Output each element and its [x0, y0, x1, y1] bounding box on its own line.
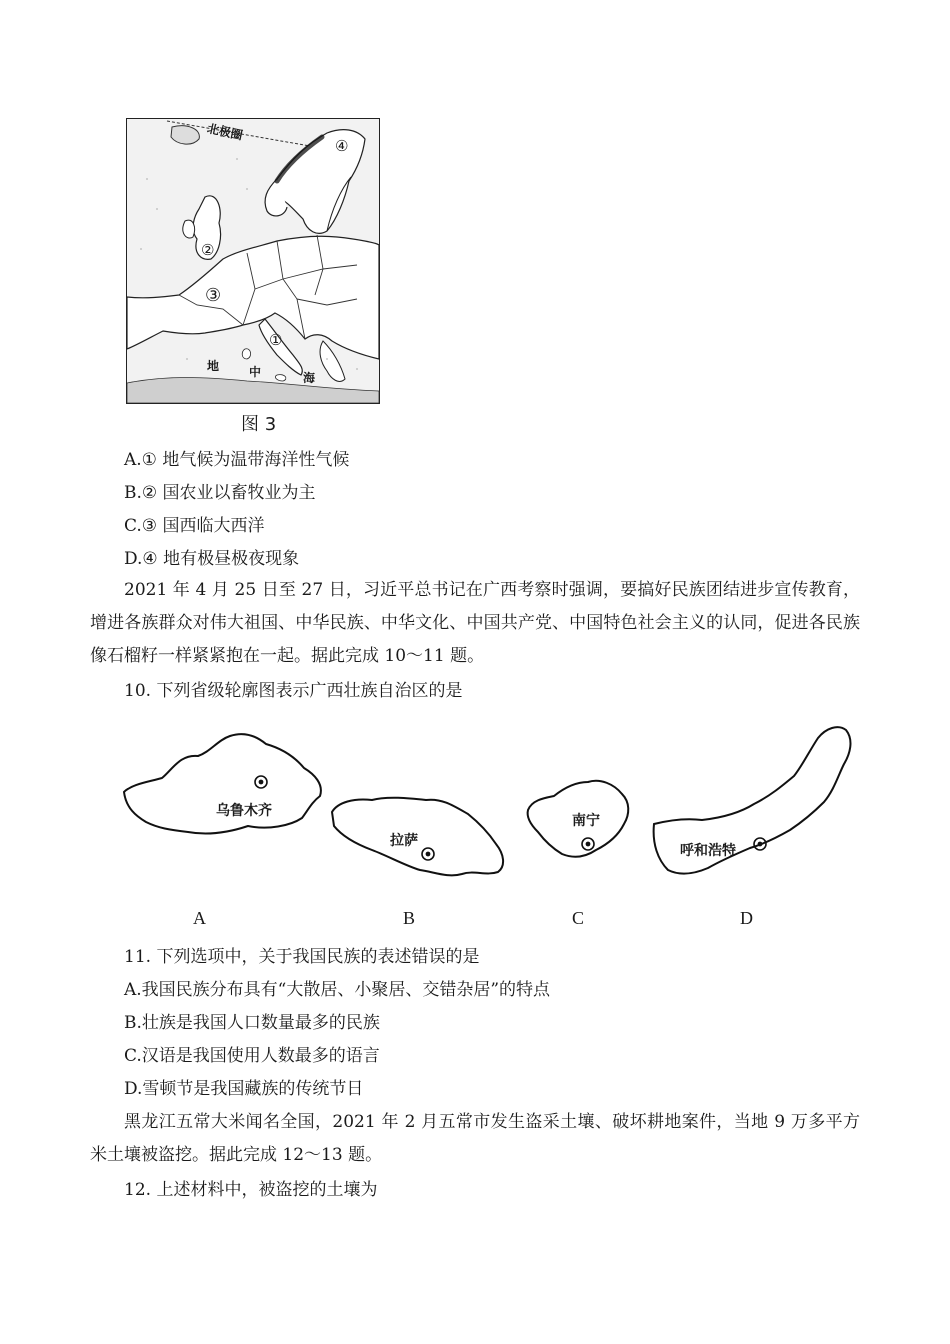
option-letter-a: A: [193, 908, 206, 928]
province-c-guangxi: [522, 774, 634, 864]
passage-wuchang: 黑龙江五常大米闻名全国，2021 年 2 月五常市发生盗采土壤、破坏耕地案件，当地 9 万多平方米土壤被盗挖。据此完成 12～13 题。: [90, 1112, 860, 1165]
mediterranean-char-1: 地: [207, 359, 220, 373]
province-d-inner-mongolia: [650, 720, 856, 890]
tibet-outline: [328, 792, 508, 884]
mediterranean-char-2: 中: [249, 365, 262, 379]
city-urumqi: 乌鲁木齐: [216, 803, 272, 819]
passage-guangxi: 2021 年 4 月 25 日至 27 日，习近平总书记在广西考察时强调，要搞好民族团结进步宣传教育，增进各族群众对伟大祖国、中华民族、中华文化、中国共产党、中国特色社会主义的认同，促进各民族像石榴籽一样紧紧抱在一起。据此完成 10～11 题。: [90, 580, 860, 666]
province-b-tibet: [328, 792, 508, 884]
mediterranean-char-3: 海: [303, 371, 316, 385]
q9-option-a: A.① 地气候为温带海洋性气候: [124, 450, 350, 470]
q9-option-b: B.② 国农业以畜牧业为主: [124, 483, 316, 503]
city-nanning: 南宁: [572, 813, 600, 829]
marker-4: ④: [335, 137, 349, 155]
question-11: 11. 下列选项中，关于我国民族的表述错误的是: [124, 947, 480, 967]
question-12: 12. 上述材料中，被盗挖的土壤为: [124, 1180, 378, 1200]
q11-option-b: B.壮族是我国人口数量最多的民族: [124, 1013, 380, 1033]
city-lhasa: 拉萨: [390, 833, 418, 849]
question-10: 10. 下列省级轮廓图表示广西壮族自治区的是: [124, 681, 463, 701]
figure-caption: 图 3: [241, 414, 277, 435]
q9-option-d: D.④ 地有极昼极夜现象: [124, 549, 300, 569]
option-letter-d: D: [740, 908, 753, 928]
xinjiang-outline: [118, 726, 326, 844]
arctic-circle-label: 北极圈: [205, 121, 244, 143]
option-letter-b: B: [403, 908, 416, 928]
marker-3: ③: [205, 285, 222, 306]
q11-option-a: A.我国民族分布具有“大散居、小聚居、交错杂居”的特点: [124, 980, 551, 1000]
inner-mongolia-outline: [650, 720, 856, 890]
europe-map-drawing: [127, 119, 379, 403]
province-a-xinjiang: [118, 726, 326, 844]
q9-option-c: C.③ 国西临大西洋: [124, 516, 265, 536]
marker-1: ①: [269, 331, 283, 349]
q11-option-c: C.汉语是我国使用人数最多的语言: [124, 1046, 380, 1066]
marker-2: ②: [201, 241, 215, 259]
option-letter-c: C: [572, 908, 585, 928]
city-hohhot: 呼和浩特: [680, 843, 736, 859]
europe-map: [126, 118, 380, 404]
q11-option-d: D.雪顿节是我国藏族的传统节日: [124, 1079, 364, 1099]
